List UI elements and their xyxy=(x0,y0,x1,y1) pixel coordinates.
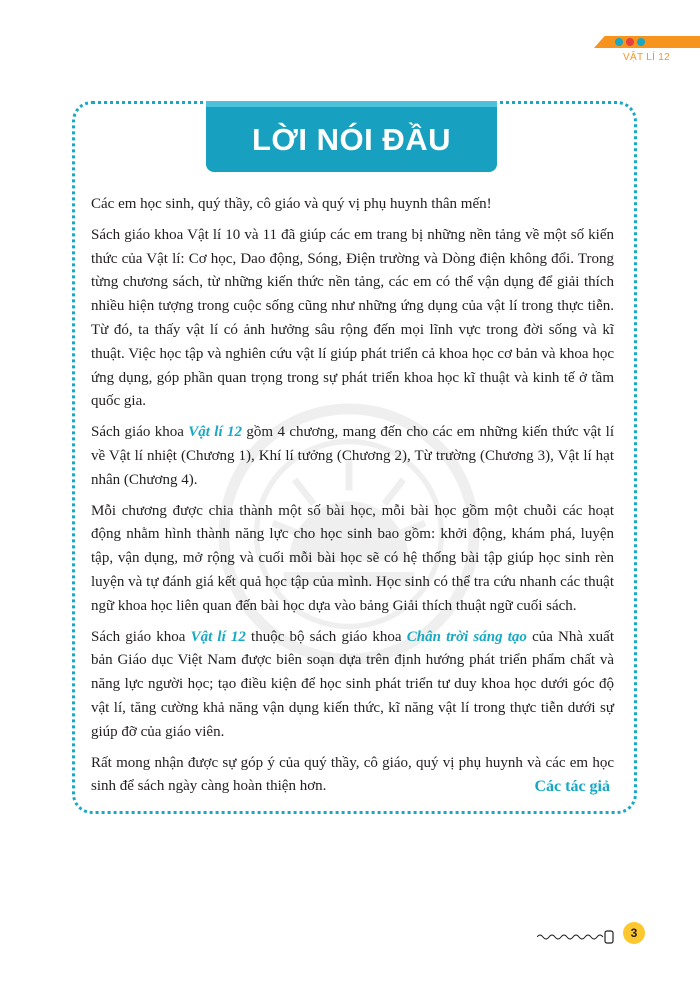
paragraph-lessons: Mỗi chương được chia thành một số bài học, mỗi bài học gồm một chuỗi các hoạt động nhằm hình thành năng lực cho học sinh bao gồm: khởi động, khám phá, luyện tập, vận dụng, mở rộng và cuối mỗi bài học sẽ có hệ thống bài tập giúp học sinh rèn luyện và tự đánh giá kết quả học tập của mình. Học sinh có thể tra cứu nhanh các thuật ngữ khoa học liên quan đến bài học dựa vào bảng Giải thích thuật ngữ cuối sách. xyxy=(91,502,614,614)
preface-body xyxy=(91,193,614,806)
paragraph-series xyxy=(91,626,614,745)
text-span: Sách giáo khoa xyxy=(91,628,191,645)
page-number: 3 xyxy=(623,922,645,944)
header-dot-3 xyxy=(637,38,645,46)
page-title: LỜI NÓI ĐẦU xyxy=(206,107,497,172)
series-name-highlight: Chân trời sáng tạo xyxy=(406,628,527,645)
text-span: gồm 4 chương, mang đến cho các em những kiến thức vật lí về Vật lí nhiệt (Chương 1), Khí lí tưởng (Chương 2), Từ trường (Chương 3), Vật lí hạt nhân (Chương 4). xyxy=(91,424,615,488)
text-span: của Nhà xuất bản Giáo dục Việt Nam được biên soạn dựa trên định hướng phát triển phẩm chất và năng lực người học; tạo điều kiện để học sinh phát triển tư duy khoa học dưới góc độ vật lí, tăng cường khả năng vận dụng kiến thức, kĩ năng vật lí trong thực tiễn dưới sự giúp đỡ của giáo viên. xyxy=(91,628,615,740)
book-title: VẬT LÍ 12 xyxy=(623,52,670,63)
header-dot-2 xyxy=(626,38,634,46)
paragraph-chapters xyxy=(91,421,614,492)
paragraph-greeting: Các em học sinh, quý thầy, cô giáo và quý vị phụ huynh thân mến! xyxy=(91,196,492,212)
paragraph-closing: Rất mong nhận được sự góp ý của quý thầy, cô giáo, quý vị phụ huynh và các em học sinh để sách ngày càng hoàn thiện hơn. xyxy=(91,754,614,795)
book-name-highlight: Vật lí 12 xyxy=(190,628,246,645)
signature: Các tác giả xyxy=(534,778,610,795)
header-accent-bar xyxy=(594,36,700,48)
header-dot-1 xyxy=(615,38,623,46)
text-span: thuộc bộ sách giáo khoa xyxy=(245,628,407,645)
lightbulb-wave-icon xyxy=(537,925,615,945)
book-name-highlight: Vật lí 12 xyxy=(188,424,243,441)
paragraph-intro: Sách giáo khoa Vật lí 10 và 11 đã giúp các em trang bị những nền tảng về một số kiến thức của Vật lí: Cơ học, Dao động, Sóng, Điện trường và Dòng điện không đổi. Trong từng chương sách, từ những kiến thức nền tảng, các em có thể vận dụng để giải thích nhiều hiện tượng trong cuộc sống cũng như những ứng dụng của vật lí trong thực tiễn. Từ đó, ta thấy vật lí có ảnh hưởng sâu rộng đến mọi lĩnh vực trong đời sống và kĩ thuật. Việc học tập và nghiên cứu vật lí giúp phát triển cả khoa học cơ bản và khoa học ứng dụng, góp phần quan trọng trong sự phát triển khoa học kĩ thuật và kinh tế ở tầm quốc gia. xyxy=(91,226,614,410)
text-span: Sách giáo khoa xyxy=(91,424,189,441)
